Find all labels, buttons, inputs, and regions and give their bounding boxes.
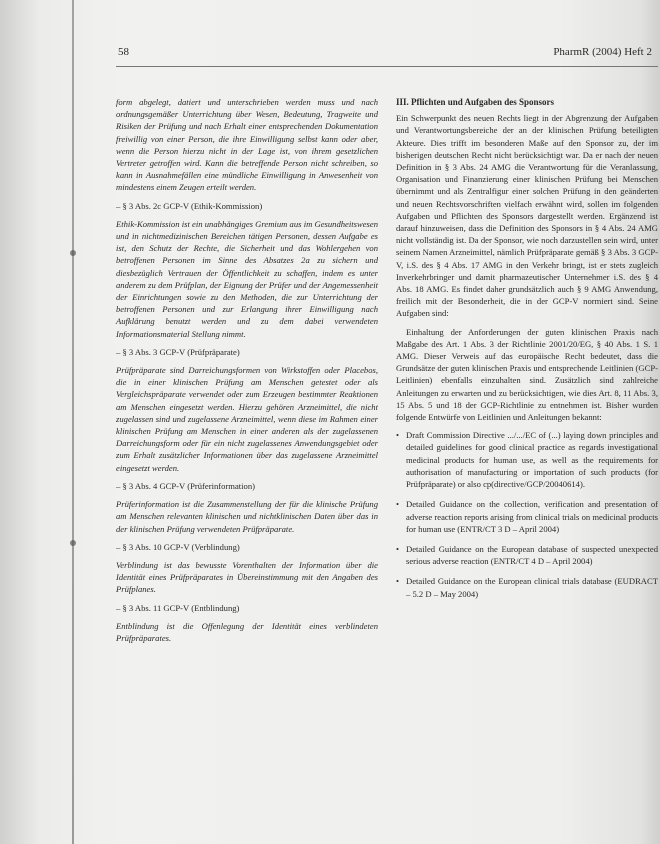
list-item-text: Detailed Guidance on the European clinical trials database (EUDRACT – 5.2 D – May 2004) bbox=[406, 576, 658, 599]
list-item bbox=[396, 498, 658, 535]
section-heading: – § 3 Abs. 10 GCP-V (Verblindung) bbox=[116, 541, 240, 552]
section-body: Prüferinformation ist die Zusammenstellung der für die klinische Prüfung am Menschen relevanten klinischen und nichtklinischen Daten über das in der klinischen Prüfung verwendeten Prüfpräparate. bbox=[116, 499, 378, 534]
list-item bbox=[396, 543, 658, 567]
bullet-icon: • bbox=[396, 543, 400, 554]
binding-shadow bbox=[72, 0, 74, 844]
bullet-icon: • bbox=[396, 430, 400, 441]
section-body: Verblindung ist das bewusste Vorenthalten der Information über die Identität eines Prüfpräparates in Übereinstimmung mit den Angaben des Prüfplanes. bbox=[116, 559, 378, 595]
definition-section bbox=[116, 541, 378, 596]
bullet-icon: • bbox=[396, 576, 400, 587]
left-column bbox=[116, 96, 378, 650]
list-item-text: Draft Commission Directive .../.../EC of (...) laying down principles and detailed guidelines for good clinical practice as regards investigational medicinal products for human use, as well as the requirements for authorisation of manufacturing or importation of such products (for Prüfpräparate) or also cp(directive/GCP/20040614). bbox=[406, 430, 658, 490]
section-heading: – § 3 Abs. 2c GCP-V (Ethik-Kommission) bbox=[116, 200, 263, 211]
intro-paragraph: form abgelegt, datiert und unterschrieben werden muss und nach ordnungsgemäßer Unterrichtung über Wesen, Bedeutung, Tragweite und Risiken der Prüfung und nach Erhalt einer entsprechenden Dokumentation freiwillig von einer Person, die ihre Einwilligung selbst kann oder aber, wenn die Person hierzu nicht in der Lage ist, von ihrem gesetzlichen Vertreter getroffen wird. Kann die betreffende Person nicht schreiben, so kann in Ausnahmefällen eine mündliche Einwilligung in Anwesenheit von mindestens einem Zeugen erteilt werden. bbox=[116, 97, 378, 193]
section-body: Entblindung ist die Offenlegung der Identität eines verblindeten Prüfpräparates. bbox=[116, 620, 378, 643]
list-item-text: Detailed Guidance on the collection, verification and presentation of adverse reaction reports arising from clinical trials on medicinal products for human use (ENTR/CT 3 D – April 2004) bbox=[406, 499, 658, 534]
section-heading: – § 3 Abs. 11 GCP-V (Entblindung) bbox=[116, 602, 240, 613]
section-body: Ethik-Kommission ist ein unabhängiges Gremium aus im Gesundheitswesen und in nichtmedizinischen Bereichen tätigen Personen, dessen Aufgabe es ist, den Schutz der Rechte, die Sicherheit und das Wohlergehen von betroffenen Personen im Sinne des Absatzes 2a zu sichern und diesbezüglich Vertrauen der Öffentlichkeit zu schaffen, indem es unter anderem zu dem Prüfplan, der Eignung der Prüfer und der Angemessenheit der Einrichtungen sowie zu den Methoden, die zur Unterrichtung der betroffenen Personen und zur Erlangung ihrer Einwilligung nach Aufklärung benutzt werden und zu dem dabei verwendeten Informationsmaterial Stellung nimmt. bbox=[116, 218, 378, 339]
definition-section bbox=[116, 346, 378, 474]
section-title: III. Pflichten und Aufgaben des Sponsors bbox=[396, 97, 555, 107]
header-rule bbox=[116, 66, 658, 67]
list-item bbox=[396, 429, 658, 490]
page-number: 58 bbox=[118, 46, 129, 58]
bullet-icon: • bbox=[396, 499, 400, 510]
guidance-list bbox=[396, 429, 658, 599]
definition-section bbox=[116, 602, 378, 645]
right-column bbox=[396, 96, 658, 608]
section-heading: – § 3 Abs. 4 GCP-V (Prüferinformation) bbox=[116, 480, 256, 491]
binding-hole bbox=[70, 540, 76, 546]
definition-section bbox=[116, 480, 378, 535]
journal-reference: PharmR (2004) Heft 2 bbox=[553, 46, 652, 58]
list-item-text: Detailed Guidance on the European database of suspected unexpected serious adverse reaction (ENTR/CT 4 D – April 2004) bbox=[406, 543, 658, 567]
section-heading: – § 3 Abs. 3 GCP-V (Prüfpräparate) bbox=[116, 346, 240, 357]
list-item bbox=[396, 575, 658, 599]
section-body: Prüfpräparate sind Darreichungsformen von Wirkstoffen oder Placebos, die in einer klinischen Prüfung am Menschen getestet oder als Vergleichspräparate verwendet oder zum Erzeugen bestimmter Reaktionen am Menschen eingesetzt werden. Hierzu gehören Arzneimittel, die nicht zugelassen sind und zugelassene Arzneimittel, wenn diese im Rahmen einer klinischen Prüfung am Menschen in einer anderen als der zugelassenen Darreichungsform oder für ein nicht zugelassenes Anwendungsgebiet oder zum Erhalt zusätzlicher Informationen über das zugelassene Arzneimittel eingesetzt werden. bbox=[116, 365, 378, 473]
body-paragraph: Ein Schwerpunkt des neuen Rechts liegt in der Abgrenzung der Aufgaben und Verantwortungsbereiche der an der klinischen Prüfung beteiligten Akteure. Dies trifft im besonderen Maße auf den Sponsor zu, der im bisherigen deutschen Recht nicht berücksichtigt war. Da er nach der neuen Definition in § 3 Abs. 24 AMG die Verantwortung für die Veranlassung, Organisation und Finanzierung einer klinischen Prüfung bei Menschen übernimmt und als Zentralfigur einer solchen Prüfung in den geänderten und neuen Rechtsvorschriften vielfach erwähnt wird, sollen im folgenden Aufgaben und Pflichten des Sponsors dargestellt werden. Ergänzend ist darauf hinzuweisen, dass die Definition des Sponsors in § 4 Abs. 24 AMG nicht vollständig ist. Da der Sponsor, wie noch darzustellen sein wird, unter seinem Namen Arzneimittel, nämlich Prüfpräparate gemäß § 3 Abs. 3 GCP-V, i.S. des § 4 Abs. 17 AMG in den Verkehr bringt, ist er stets zugleich Inverkehrbringer und damit pharmazeutischer Unternehmer i.S. des § 4 Abs. 18 AMG. Es findet daher grundsätzlich auch § 9 AMG Anwendung, freilich mit der Besonderheit, die in der GCP-V normiert sind. Seine Aufgaben sind: bbox=[396, 113, 658, 319]
page-header bbox=[118, 46, 652, 62]
definition-section bbox=[116, 200, 378, 340]
body-paragraph: Einhaltung der Anforderungen der guten klinischen Praxis nach Maßgabe des Art. 1 Abs. 3 der Richtlinie 2001/20/EG, § 40 Abs. 1 S. 1 AMG. Dieser Verweis auf das europäische Recht bedeutet, dass die Grundsätze der guten klinischen Praxis und entsprechende Leitlinien (GCP-Leitlinien) ebenfalls einzuhalten sind. Zusätzlich sind zahlreiche Anleitungen zu erwarten und zu berücksichtigen, wie dies Art. 8, 11 Abs. 3, 15 Abs. 5 und 18 der GCP-Richtlinie zu entnehmen ist. Bisher wurden folgende Entwürfe von Leitlinien und Anleitungen bekannt: bbox=[396, 326, 658, 423]
binding-hole bbox=[70, 250, 76, 256]
